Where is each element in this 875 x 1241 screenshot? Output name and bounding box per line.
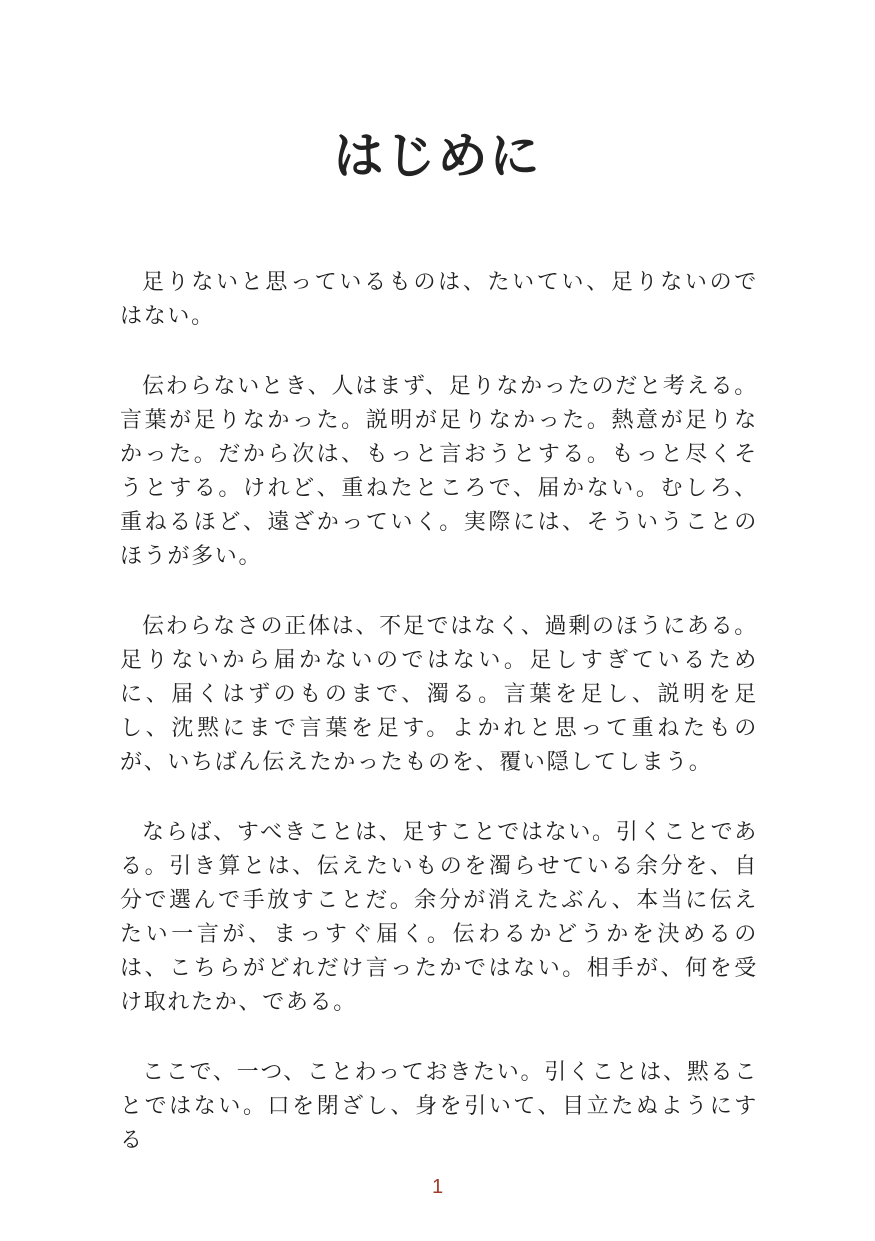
body-text [120, 266, 758, 1194]
paragraph-3: 伝わらなさの正体は、不足ではなく、過剰のほうにある。足りないから届かないのではない。足しすぎているために、届くはずのものまで、濁る。言葉を足し、説明を足し、沈黙にまで言葉を足す。よかれと思って重ねたものが、いちばん伝えたかったものを、覆い隠してしまう。 [120, 614, 758, 775]
paragraph-5: ここで、一つ、ことわっておきたい。引くことは、黙ることではない。口を閉ざし、身を引いて、目立たぬようにする [120, 1060, 758, 1153]
paragraph-2: 伝わらないとき、人はまず、足りなかったのだと考える。言葉が足りなかった。説明が足りなかった。熱意が足りなかった。だから次は、もっと言おうとする。もっと尽くそうとする。けれど、重ねたところで、届かない。むしろ、重ねるほど、遠ざかっていく。実際には、そういうことのほうが多い。 [120, 374, 758, 569]
chapter-title: はじめに [333, 125, 542, 185]
paragraph-1: 足りないと思っているものは、たいてい、足りないのではない。 [120, 270, 758, 329]
paragraph-4: ならば、すべきことは、足すことではない。引くことである。引き算とは、伝えたいものを濁らせている余分を、自分で選んで手放すことだ。余分が消えたぶん、本当に伝えたい一言が、まっすぐ届く。伝わるかどうかを決めるのは、こちらがどれだけ言ったかではない。相手が、何を受け取れたか、である。 [120, 820, 758, 1015]
page-number: 1 [431, 1176, 444, 1198]
